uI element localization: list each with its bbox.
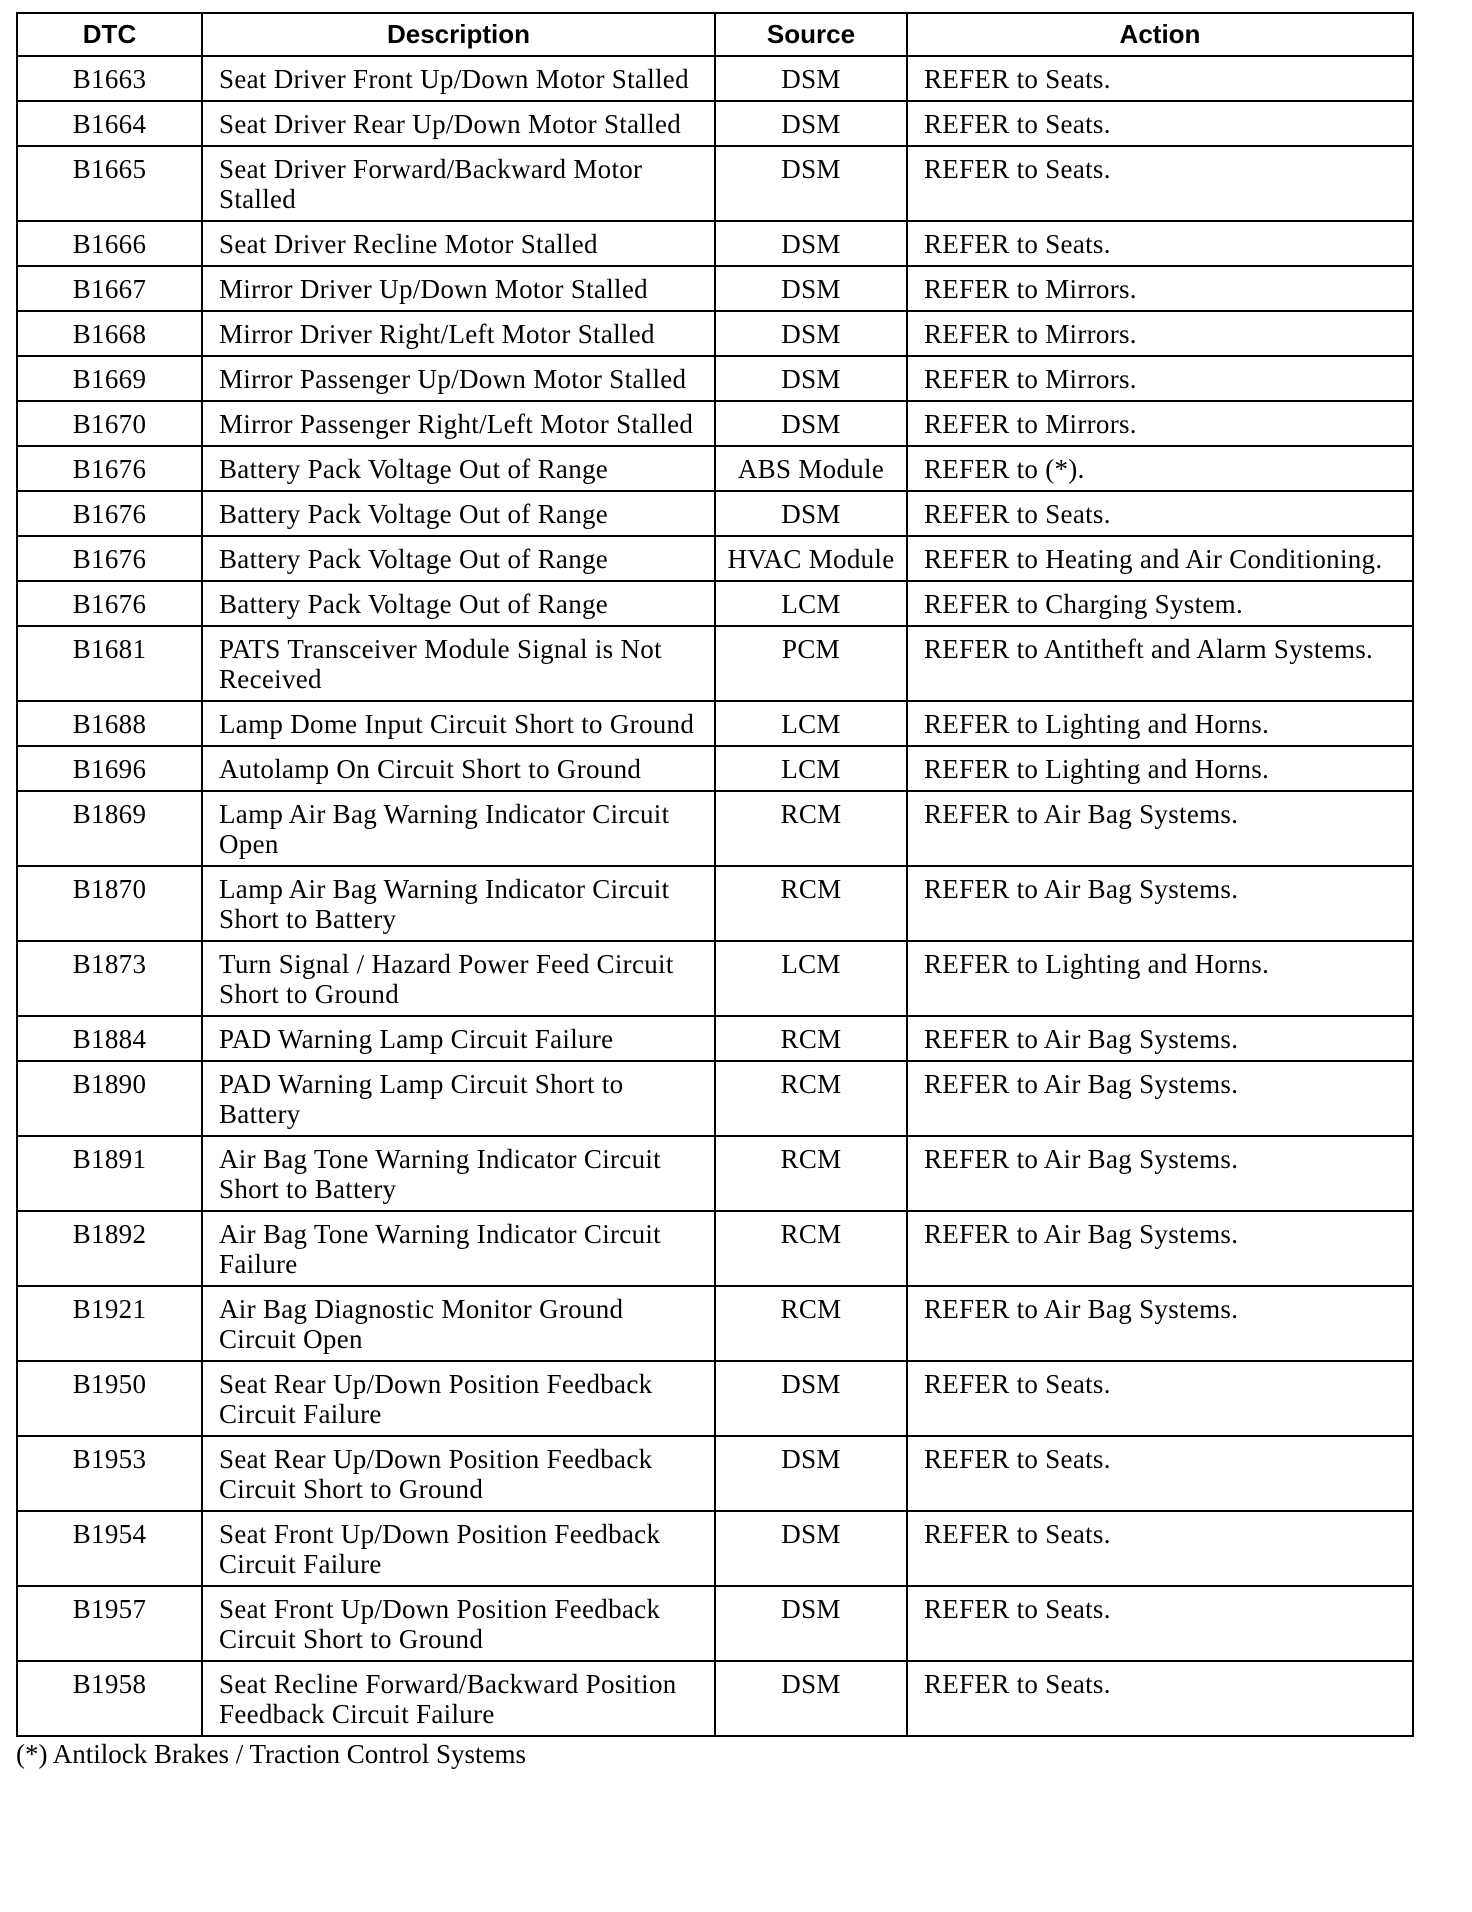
description-cell: Turn Signal / Hazard Power Feed Circuit Short to Ground: [202, 941, 715, 1016]
action-cell: REFER to Seats.: [907, 221, 1413, 266]
table-row: [17, 1511, 1413, 1586]
table-row: [17, 1061, 1413, 1136]
source-cell: DSM: [715, 146, 907, 221]
action-cell: REFER to Air Bag Systems.: [907, 1286, 1413, 1361]
table-row: [17, 1286, 1413, 1361]
source-cell: RCM: [715, 1016, 907, 1061]
description-cell: Seat Driver Recline Motor Stalled: [202, 221, 715, 266]
description-cell: Seat Driver Forward/Backward Motor Stalled: [202, 146, 715, 221]
table-row: [17, 311, 1413, 356]
table-row: [17, 446, 1413, 491]
description-cell: Lamp Air Bag Warning Indicator Circuit Short to Battery: [202, 866, 715, 941]
dtc-cell: B1667: [17, 266, 202, 311]
header-row: [17, 13, 1413, 56]
footnote: (*) Antilock Brakes / Traction Control Systems: [16, 1739, 526, 1769]
dtc-cell: B1676: [17, 491, 202, 536]
description-cell: PAD Warning Lamp Circuit Failure: [202, 1016, 715, 1061]
source-cell: DSM: [715, 491, 907, 536]
action-cell: REFER to Lighting and Horns.: [907, 941, 1413, 1016]
dtc-cell: B1664: [17, 101, 202, 146]
dtc-cell: B1892: [17, 1211, 202, 1286]
dtc-cell: B1873: [17, 941, 202, 1016]
description-cell: Mirror Driver Right/Left Motor Stalled: [202, 311, 715, 356]
action-cell: REFER to Air Bag Systems.: [907, 866, 1413, 941]
dtc-cell: B1669: [17, 356, 202, 401]
description-cell: Seat Rear Up/Down Position Feedback Circuit Failure: [202, 1361, 715, 1436]
table-row: [17, 791, 1413, 866]
table-row: [17, 356, 1413, 401]
table-row: [17, 866, 1413, 941]
dtc-cell: B1676: [17, 446, 202, 491]
description-cell: Battery Pack Voltage Out of Range: [202, 536, 715, 581]
source-cell: PCM: [715, 626, 907, 701]
action-cell: REFER to Seats.: [907, 146, 1413, 221]
dtc-cell: B1950: [17, 1361, 202, 1436]
dtc-cell: B1681: [17, 626, 202, 701]
action-cell: REFER to Seats.: [907, 56, 1413, 101]
description-cell: Lamp Dome Input Circuit Short to Ground: [202, 701, 715, 746]
header-description: Description: [202, 13, 715, 56]
source-cell: RCM: [715, 1136, 907, 1211]
description-cell: Seat Driver Front Up/Down Motor Stalled: [202, 56, 715, 101]
description-cell: Battery Pack Voltage Out of Range: [202, 491, 715, 536]
table-row: [17, 266, 1413, 311]
dtc-cell: B1954: [17, 1511, 202, 1586]
header-action: Action: [907, 13, 1413, 56]
source-cell: LCM: [715, 701, 907, 746]
source-cell: RCM: [715, 1211, 907, 1286]
dtc-cell: B1957: [17, 1586, 202, 1661]
action-cell: REFER to Mirrors.: [907, 401, 1413, 446]
table-row: [17, 56, 1413, 101]
dtc-cell: B1891: [17, 1136, 202, 1211]
source-cell: LCM: [715, 746, 907, 791]
action-cell: REFER to Air Bag Systems.: [907, 1061, 1413, 1136]
action-cell: REFER to Seats.: [907, 1436, 1413, 1511]
action-cell: REFER to Seats.: [907, 101, 1413, 146]
table-row: [17, 1136, 1413, 1211]
source-cell: HVAC Module: [715, 536, 907, 581]
description-cell: Mirror Driver Up/Down Motor Stalled: [202, 266, 715, 311]
action-cell: REFER to Lighting and Horns.: [907, 746, 1413, 791]
description-cell: Air Bag Tone Warning Indicator Circuit Short to Battery: [202, 1136, 715, 1211]
header-source: Source: [715, 13, 907, 56]
table-row: [17, 1436, 1413, 1511]
description-cell: Seat Front Up/Down Position Feedback Circuit Failure: [202, 1511, 715, 1586]
dtc-cell: B1958: [17, 1661, 202, 1736]
action-cell: REFER to Seats.: [907, 1661, 1413, 1736]
dtc-cell: B1869: [17, 791, 202, 866]
dtc-cell: B1676: [17, 536, 202, 581]
source-cell: LCM: [715, 581, 907, 626]
dtc-cell: B1953: [17, 1436, 202, 1511]
description-cell: Battery Pack Voltage Out of Range: [202, 446, 715, 491]
table-row: [17, 941, 1413, 1016]
table-row: [17, 536, 1413, 581]
description-cell: PATS Transceiver Module Signal is Not Received: [202, 626, 715, 701]
description-cell: PAD Warning Lamp Circuit Short to Battery: [202, 1061, 715, 1136]
source-cell: DSM: [715, 221, 907, 266]
description-cell: Mirror Passenger Right/Left Motor Stalled: [202, 401, 715, 446]
action-cell: REFER to Mirrors.: [907, 311, 1413, 356]
source-cell: DSM: [715, 101, 907, 146]
source-cell: DSM: [715, 1661, 907, 1736]
dtc-cell: B1688: [17, 701, 202, 746]
description-cell: Air Bag Tone Warning Indicator Circuit Failure: [202, 1211, 715, 1286]
dtc-cell: B1665: [17, 146, 202, 221]
action-cell: REFER to Seats.: [907, 1511, 1413, 1586]
action-cell: REFER to Air Bag Systems.: [907, 791, 1413, 866]
action-cell: REFER to Antitheft and Alarm Systems.: [907, 626, 1413, 701]
dtc-cell: B1676: [17, 581, 202, 626]
description-cell: Air Bag Diagnostic Monitor Ground Circuit Open: [202, 1286, 715, 1361]
dtc-cell: B1696: [17, 746, 202, 791]
action-cell: REFER to Heating and Air Conditioning.: [907, 536, 1413, 581]
action-cell: REFER to Air Bag Systems.: [907, 1211, 1413, 1286]
source-cell: DSM: [715, 311, 907, 356]
description-cell: Seat Rear Up/Down Position Feedback Circuit Short to Ground: [202, 1436, 715, 1511]
table-row: [17, 146, 1413, 221]
table-row: [17, 1661, 1413, 1736]
dtc-cell: B1666: [17, 221, 202, 266]
dtc-cell: B1670: [17, 401, 202, 446]
action-cell: REFER to Seats.: [907, 1586, 1413, 1661]
description-cell: Autolamp On Circuit Short to Ground: [202, 746, 715, 791]
dtc-cell: B1870: [17, 866, 202, 941]
table-row: [17, 101, 1413, 146]
table-row: [17, 1361, 1413, 1436]
source-cell: RCM: [715, 1061, 907, 1136]
source-cell: DSM: [715, 401, 907, 446]
table-row: [17, 221, 1413, 266]
action-cell: REFER to Charging System.: [907, 581, 1413, 626]
source-cell: DSM: [715, 356, 907, 401]
action-cell: REFER to Seats.: [907, 1361, 1413, 1436]
description-cell: Seat Driver Rear Up/Down Motor Stalled: [202, 101, 715, 146]
table-row: [17, 401, 1413, 446]
source-cell: ABS Module: [715, 446, 907, 491]
source-cell: DSM: [715, 1586, 907, 1661]
source-cell: DSM: [715, 56, 907, 101]
dtc-cell: B1890: [17, 1061, 202, 1136]
description-cell: Mirror Passenger Up/Down Motor Stalled: [202, 356, 715, 401]
dtc-cell: B1663: [17, 56, 202, 101]
dtc-cell: B1668: [17, 311, 202, 356]
table-row: [17, 491, 1413, 536]
dtc-table: [16, 12, 1414, 1737]
source-cell: DSM: [715, 1511, 907, 1586]
dtc-cell: B1921: [17, 1286, 202, 1361]
description-cell: Lamp Air Bag Warning Indicator Circuit Open: [202, 791, 715, 866]
action-cell: REFER to Mirrors.: [907, 356, 1413, 401]
table-row: [17, 701, 1413, 746]
source-cell: DSM: [715, 266, 907, 311]
description-cell: Seat Front Up/Down Position Feedback Circuit Short to Ground: [202, 1586, 715, 1661]
source-cell: DSM: [715, 1436, 907, 1511]
action-cell: REFER to Air Bag Systems.: [907, 1136, 1413, 1211]
header-dtc: DTC: [17, 13, 202, 56]
action-cell: REFER to (*).: [907, 446, 1413, 491]
source-cell: DSM: [715, 1361, 907, 1436]
source-cell: LCM: [715, 941, 907, 1016]
description-cell: Seat Recline Forward/Backward Position Feedback Circuit Failure: [202, 1661, 715, 1736]
source-cell: RCM: [715, 1286, 907, 1361]
action-cell: REFER to Lighting and Horns.: [907, 701, 1413, 746]
description-cell: Battery Pack Voltage Out of Range: [202, 581, 715, 626]
source-cell: RCM: [715, 791, 907, 866]
table-row: [17, 581, 1413, 626]
dtc-cell: B1884: [17, 1016, 202, 1061]
table-row: [17, 626, 1413, 701]
action-cell: REFER to Mirrors.: [907, 266, 1413, 311]
action-cell: REFER to Seats.: [907, 491, 1413, 536]
source-cell: RCM: [715, 866, 907, 941]
action-cell: REFER to Air Bag Systems.: [907, 1016, 1413, 1061]
table-row: [17, 1016, 1413, 1061]
table-row: [17, 746, 1413, 791]
table-row: [17, 1586, 1413, 1661]
table-row: [17, 1211, 1413, 1286]
